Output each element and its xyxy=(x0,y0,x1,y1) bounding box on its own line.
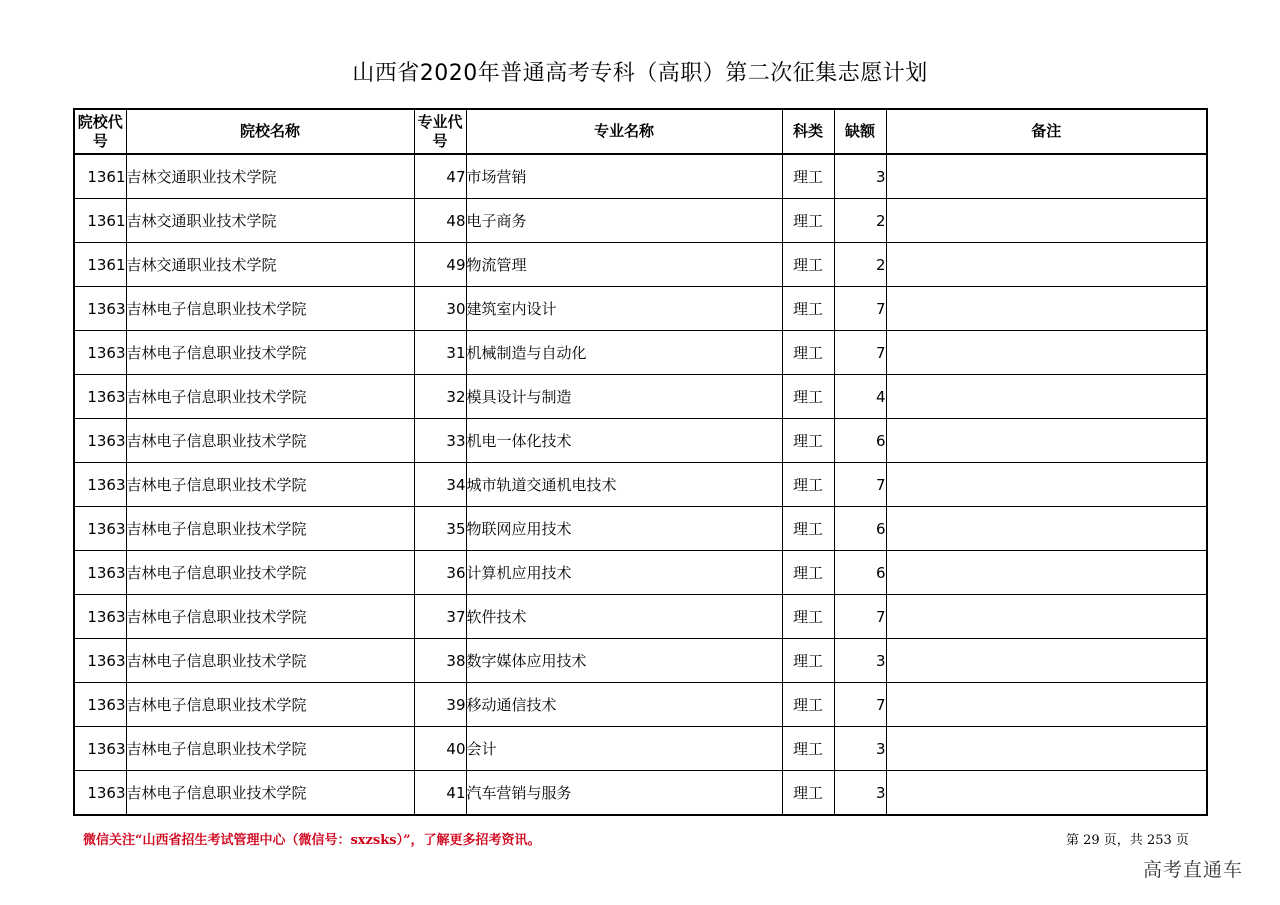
cell-quota: 2 xyxy=(834,199,886,243)
cell-major-name: 建筑室内设计 xyxy=(466,287,782,331)
cell-school-code: 1363 xyxy=(74,639,126,683)
cell-category: 理工 xyxy=(782,727,834,771)
cell-note xyxy=(886,639,1207,683)
cell-category: 理工 xyxy=(782,154,834,199)
cell-note xyxy=(886,463,1207,507)
table-row xyxy=(74,154,1207,199)
cell-quota: 6 xyxy=(834,419,886,463)
cell-major-code: 37 xyxy=(414,595,466,639)
cell-school-name: 吉林电子信息职业技术学院 xyxy=(126,727,414,771)
cell-quota: 4 xyxy=(834,375,886,419)
header-category: 科类 xyxy=(782,109,834,154)
header-major-code: 专业代号 xyxy=(414,109,466,154)
cell-note xyxy=(886,243,1207,287)
cell-note xyxy=(886,727,1207,771)
cell-major-code: 33 xyxy=(414,419,466,463)
cell-note xyxy=(886,199,1207,243)
cell-quota: 3 xyxy=(834,639,886,683)
table-row xyxy=(74,243,1207,287)
enrollment-plan-table xyxy=(73,108,1208,816)
cell-category: 理工 xyxy=(782,639,834,683)
cell-school-name: 吉林电子信息职业技术学院 xyxy=(126,331,414,375)
cell-category: 理工 xyxy=(782,771,834,816)
cell-major-name: 移动通信技术 xyxy=(466,683,782,727)
table-row xyxy=(74,639,1207,683)
table-header-row xyxy=(74,109,1207,154)
table-row xyxy=(74,199,1207,243)
cell-quota: 6 xyxy=(834,551,886,595)
table-row xyxy=(74,727,1207,771)
table-row xyxy=(74,331,1207,375)
cell-major-code: 36 xyxy=(414,551,466,595)
header-quota: 缺额 xyxy=(834,109,886,154)
cell-category: 理工 xyxy=(782,375,834,419)
cell-school-code: 1363 xyxy=(74,683,126,727)
cell-note xyxy=(886,595,1207,639)
table-body xyxy=(74,154,1207,815)
cell-quota: 2 xyxy=(834,243,886,287)
cell-category: 理工 xyxy=(782,595,834,639)
cell-major-code: 38 xyxy=(414,639,466,683)
cell-major-code: 32 xyxy=(414,375,466,419)
cell-school-name: 吉林电子信息职业技术学院 xyxy=(126,507,414,551)
cell-quota: 7 xyxy=(834,683,886,727)
watermark-text: 高考直通车 xyxy=(1143,859,1244,881)
table-row xyxy=(74,463,1207,507)
cell-major-code: 31 xyxy=(414,331,466,375)
cell-school-name: 吉林交通职业技术学院 xyxy=(126,243,414,287)
cell-category: 理工 xyxy=(782,287,834,331)
cell-school-name: 吉林电子信息职业技术学院 xyxy=(126,463,414,507)
cell-quota: 7 xyxy=(834,595,886,639)
table-row xyxy=(74,771,1207,816)
cell-major-code: 39 xyxy=(414,683,466,727)
cell-major-code: 49 xyxy=(414,243,466,287)
table-row xyxy=(74,419,1207,463)
cell-major-code: 40 xyxy=(414,727,466,771)
cell-category: 理工 xyxy=(782,683,834,727)
cell-quota: 7 xyxy=(834,287,886,331)
cell-school-code: 1363 xyxy=(74,287,126,331)
header-major-name: 专业名称 xyxy=(466,109,782,154)
cell-category: 理工 xyxy=(782,507,834,551)
table-row xyxy=(74,375,1207,419)
cell-school-name: 吉林电子信息职业技术学院 xyxy=(126,375,414,419)
cell-note xyxy=(886,331,1207,375)
cell-school-code: 1361 xyxy=(74,154,126,199)
cell-major-name: 电子商务 xyxy=(466,199,782,243)
cell-major-code: 41 xyxy=(414,771,466,816)
cell-major-code: 34 xyxy=(414,463,466,507)
cell-quota: 7 xyxy=(834,331,886,375)
header-note: 备注 xyxy=(886,109,1207,154)
cell-school-name: 吉林电子信息职业技术学院 xyxy=(126,683,414,727)
cell-category: 理工 xyxy=(782,243,834,287)
table-row xyxy=(74,595,1207,639)
cell-category: 理工 xyxy=(782,419,834,463)
cell-school-code: 1363 xyxy=(74,331,126,375)
cell-category: 理工 xyxy=(782,551,834,595)
cell-category: 理工 xyxy=(782,463,834,507)
header-school-name: 院校名称 xyxy=(126,109,414,154)
cell-school-name: 吉林电子信息职业技术学院 xyxy=(126,639,414,683)
header-school-code: 院校代号 xyxy=(74,109,126,154)
cell-category: 理工 xyxy=(782,331,834,375)
cell-school-code: 1361 xyxy=(74,199,126,243)
cell-note xyxy=(886,507,1207,551)
cell-major-name: 城市轨道交通机电技术 xyxy=(466,463,782,507)
cell-category: 理工 xyxy=(782,199,834,243)
table-row xyxy=(74,507,1207,551)
cell-school-code: 1361 xyxy=(74,243,126,287)
cell-school-code: 1363 xyxy=(74,727,126,771)
cell-major-code: 48 xyxy=(414,199,466,243)
cell-note xyxy=(886,771,1207,816)
cell-school-name: 吉林电子信息职业技术学院 xyxy=(126,771,414,816)
cell-school-code: 1363 xyxy=(74,595,126,639)
cell-school-code: 1363 xyxy=(74,771,126,816)
cell-note xyxy=(886,375,1207,419)
table-row xyxy=(74,683,1207,727)
cell-school-code: 1363 xyxy=(74,419,126,463)
cell-school-name: 吉林交通职业技术学院 xyxy=(126,154,414,199)
page-title: 山西省2020年普通高考专科（高职）第二次征集志愿计划 xyxy=(352,61,928,86)
cell-quota: 7 xyxy=(834,463,886,507)
cell-major-name: 汽车营销与服务 xyxy=(466,771,782,816)
cell-school-code: 1363 xyxy=(74,463,126,507)
cell-major-name: 软件技术 xyxy=(466,595,782,639)
cell-major-name: 机电一体化技术 xyxy=(466,419,782,463)
cell-major-code: 47 xyxy=(414,154,466,199)
cell-major-name: 物流管理 xyxy=(466,243,782,287)
table-row xyxy=(74,551,1207,595)
cell-school-name: 吉林交通职业技术学院 xyxy=(126,199,414,243)
cell-school-name: 吉林电子信息职业技术学院 xyxy=(126,551,414,595)
cell-major-name: 数字媒体应用技术 xyxy=(466,639,782,683)
cell-school-name: 吉林电子信息职业技术学院 xyxy=(126,287,414,331)
cell-note xyxy=(886,287,1207,331)
cell-quota: 3 xyxy=(834,771,886,816)
cell-school-name: 吉林电子信息职业技术学院 xyxy=(126,419,414,463)
table-row xyxy=(74,287,1207,331)
cell-major-name: 市场营销 xyxy=(466,154,782,199)
cell-note xyxy=(886,551,1207,595)
cell-major-name: 机械制造与自动化 xyxy=(466,331,782,375)
wechat-follow-note: 微信关注“山西省招生考试管理中心（微信号：sxzsks）”，了解更多招考资讯。 xyxy=(83,833,541,848)
cell-major-name: 会计 xyxy=(466,727,782,771)
cell-major-name: 物联网应用技术 xyxy=(466,507,782,551)
cell-major-code: 35 xyxy=(414,507,466,551)
cell-school-code: 1363 xyxy=(74,375,126,419)
cell-major-name: 计算机应用技术 xyxy=(466,551,782,595)
cell-quota: 3 xyxy=(834,727,886,771)
cell-school-name: 吉林电子信息职业技术学院 xyxy=(126,595,414,639)
cell-quota: 3 xyxy=(834,154,886,199)
cell-major-code: 30 xyxy=(414,287,466,331)
cell-school-code: 1363 xyxy=(74,551,126,595)
cell-school-code: 1363 xyxy=(74,507,126,551)
cell-note xyxy=(886,419,1207,463)
page-indicator: 第 29 页，共 253 页 xyxy=(1066,833,1189,848)
cell-quota: 6 xyxy=(834,507,886,551)
cell-major-name: 模具设计与制造 xyxy=(466,375,782,419)
cell-note xyxy=(886,683,1207,727)
cell-note xyxy=(886,154,1207,199)
